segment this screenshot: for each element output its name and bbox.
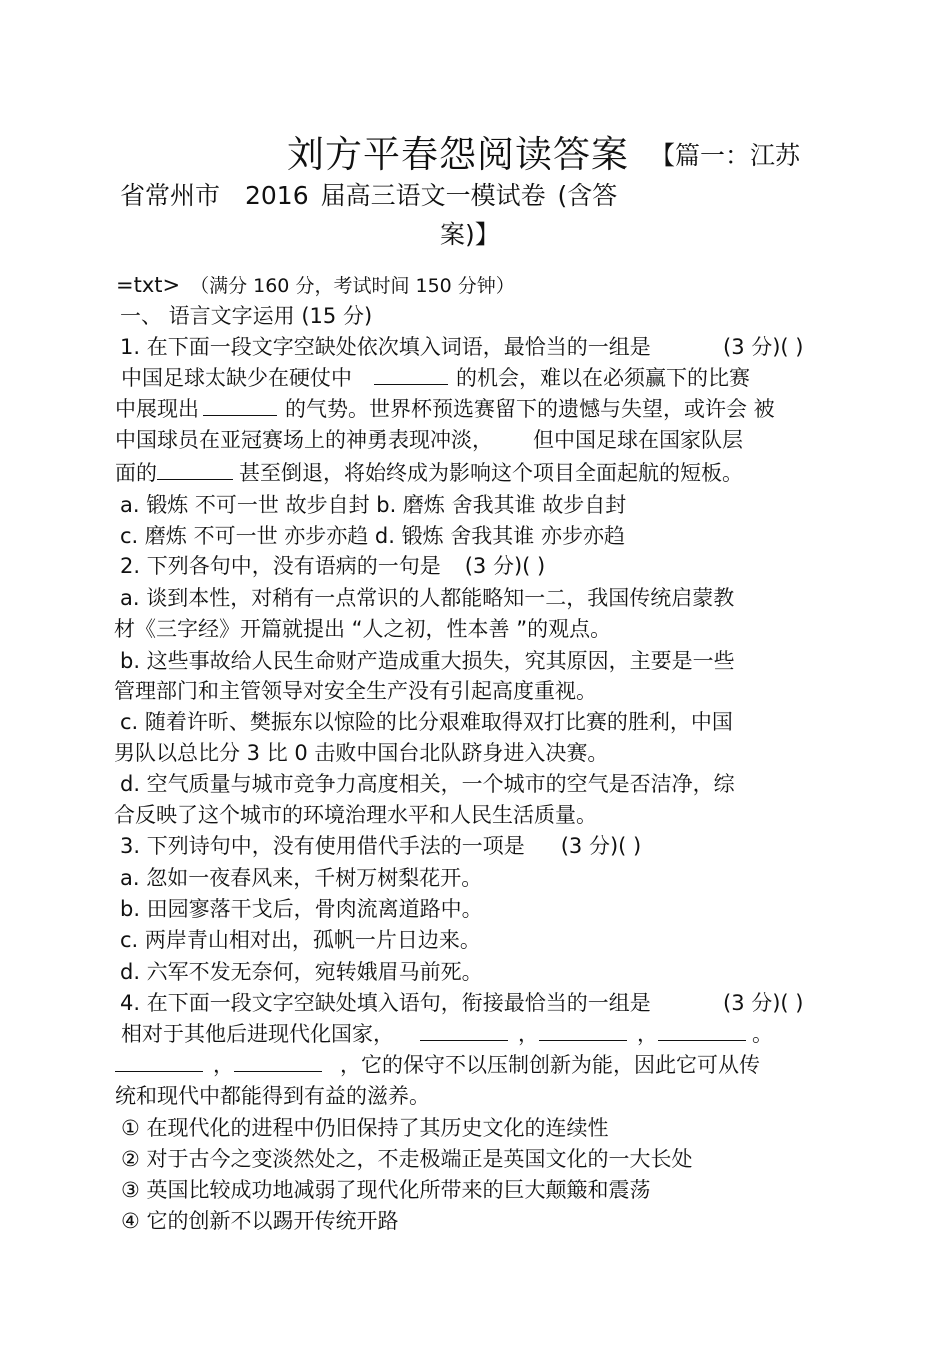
q1-options-cd: c. 磨炼 不可一世 亦步亦趋 d. 锻炼 舍我其谁 亦步亦趋 — [120, 524, 625, 548]
blank — [374, 366, 448, 385]
q1-p3a: 中国球员在亚冠赛场上的神勇表现冲淡， — [115, 428, 493, 452]
q3-stem — [120, 833, 641, 859]
q1-p2a: 中展现出 — [115, 397, 199, 421]
comma: ， — [518, 1022, 539, 1046]
q4-p1a: 相对于其他后进现代化国家， — [121, 1022, 394, 1046]
q3-option-d: d. 六军不发无奈何，宛转娥眉马前死。 — [120, 960, 483, 984]
q2-option-a-line-2: 材《三字经》开篇就提出 “人之初，性本善 ”的观点。 — [114, 617, 612, 641]
comma: ， — [213, 1053, 234, 1077]
q4-passage-line-2 — [115, 1052, 760, 1078]
blank — [539, 1022, 627, 1041]
q4-sentence-1: ① 在现代化的进程中仍旧保持了其历史文化的连续性 — [121, 1116, 609, 1140]
q1-p1a: 中国足球太缺少在硬仗中 — [121, 366, 352, 390]
q4-passage-line-1 — [121, 1021, 773, 1047]
q4-score: (3 分)( ) — [723, 991, 804, 1015]
q1-passage-line-2 — [115, 396, 775, 422]
q3-option-b: b. 田园寥落干戈后，骨肉流离道路中。 — [120, 897, 483, 921]
period: 。 — [752, 1022, 773, 1046]
q2-stem-text: 2. 下列各句中，没有语病的一句是 — [120, 554, 441, 578]
q1-stem-text: 1. 在下面一段文字空缺处依次填入词语，最恰当的一组是 — [120, 335, 651, 359]
title-main: 刘方平春怨阅读答案 — [287, 133, 629, 176]
q4-stem: 4. 在下面一段文字空缺处填入语句，衔接最恰当的一组是 — [120, 991, 651, 1015]
q4-passage-line-3: 统和现代中都能得到有益的滋养。 — [115, 1084, 430, 1108]
q1-p4b: 甚至倒退，将始终成为影响这个项目全面起航的短板。 — [239, 461, 743, 485]
q4-sentence-3: ③ 英国比较成功地减弱了现代化所带来的巨大颠簸和震荡 — [121, 1178, 651, 1202]
q1-p1b: 的机会，难以在必须赢下的比赛 — [456, 366, 750, 390]
q1-options-ab: a. 锻炼 不可一世 故步自封 b. 磨炼 舍我其谁 故步自封 — [120, 493, 627, 517]
q2-option-b-line-2: 管理部门和主管领导对安全生产没有引起高度重视。 — [114, 679, 597, 703]
q1-passage-line-3 — [115, 427, 743, 453]
q1-passage-line-1 — [121, 365, 750, 391]
q3-option-a: a. 忽如一夜春风来，千树万树梨花开。 — [120, 866, 483, 890]
title-sub-2: 省常州市 2016 届高三语文一模试卷 (含答 — [120, 181, 618, 210]
q2-score: (3 分)( ) — [464, 554, 546, 578]
q3-score: (3 分)( ) — [560, 834, 642, 858]
exam-info-line — [116, 272, 515, 299]
q3-option-c: c. 两岸青山相对出，孤帆一片日边来。 — [120, 928, 481, 952]
title-sub-3: 案)】 — [440, 220, 500, 249]
blank — [203, 397, 277, 416]
q2-stem — [120, 553, 545, 579]
q3-stem-text: 3. 下列诗句中，没有使用借代手法的一项是 — [120, 834, 525, 858]
q2-option-d-line-1: d. 空气质量与城市竞争力高度相关，一个城市的空气是否洁净，综 — [120, 772, 735, 796]
q1-score: (3 分)( ) — [723, 335, 804, 359]
q1-p4a: 面的 — [115, 461, 157, 485]
q2-option-d-line-2: 合反映了这个城市的环境治理水平和人民生活质量。 — [114, 803, 597, 827]
exam-info: （满分 160 分，考试时间 150 分钟） — [190, 275, 515, 297]
q2-option-a-line-1: a. 谈到本性，对稍有一点常识的人都能略知一二，我国传统启蒙教 — [120, 586, 735, 610]
blank — [234, 1053, 322, 1072]
comma: ， — [637, 1022, 658, 1046]
q2-option-c-line-1: c. 随着许昕、樊振东以惊险的比分艰难取得双打比赛的胜利，中国 — [120, 710, 733, 734]
q2-option-b-line-1: b. 这些事故给人民生命财产造成重大损失，究其原因，主要是一些 — [120, 649, 735, 673]
blank — [420, 1022, 508, 1041]
q1-passage-line-4 — [115, 460, 743, 486]
blank — [115, 1053, 203, 1072]
q4-sentence-4: ④ 它的创新不以踢开传统开路 — [121, 1209, 399, 1233]
blank — [157, 461, 233, 480]
q1-p3b: 但中国足球在国家队层 — [533, 428, 743, 452]
q2-option-c-line-2: 男队以总比分 3 比 0 击败中国台北队跻身进入决赛。 — [114, 741, 609, 765]
blank — [658, 1022, 746, 1041]
title-sub-1: 【篇一：江苏 — [650, 141, 801, 170]
q4-sentence-2: ② 对于古今之变淡然处之，不走极端正是英国文化的一大长处 — [121, 1147, 693, 1171]
section-heading: 一、 语言文字运用 (15 分) — [120, 304, 373, 328]
txt-prefix: =txt> — [116, 273, 181, 297]
q1-stem — [120, 334, 651, 360]
q1-p2b: 的气势。世界杯预选赛留下的遗憾与失望，或许会 被 — [285, 397, 775, 421]
q4-p2b: ，它的保守不以压制创新为能，因此它可从传 — [340, 1053, 760, 1077]
